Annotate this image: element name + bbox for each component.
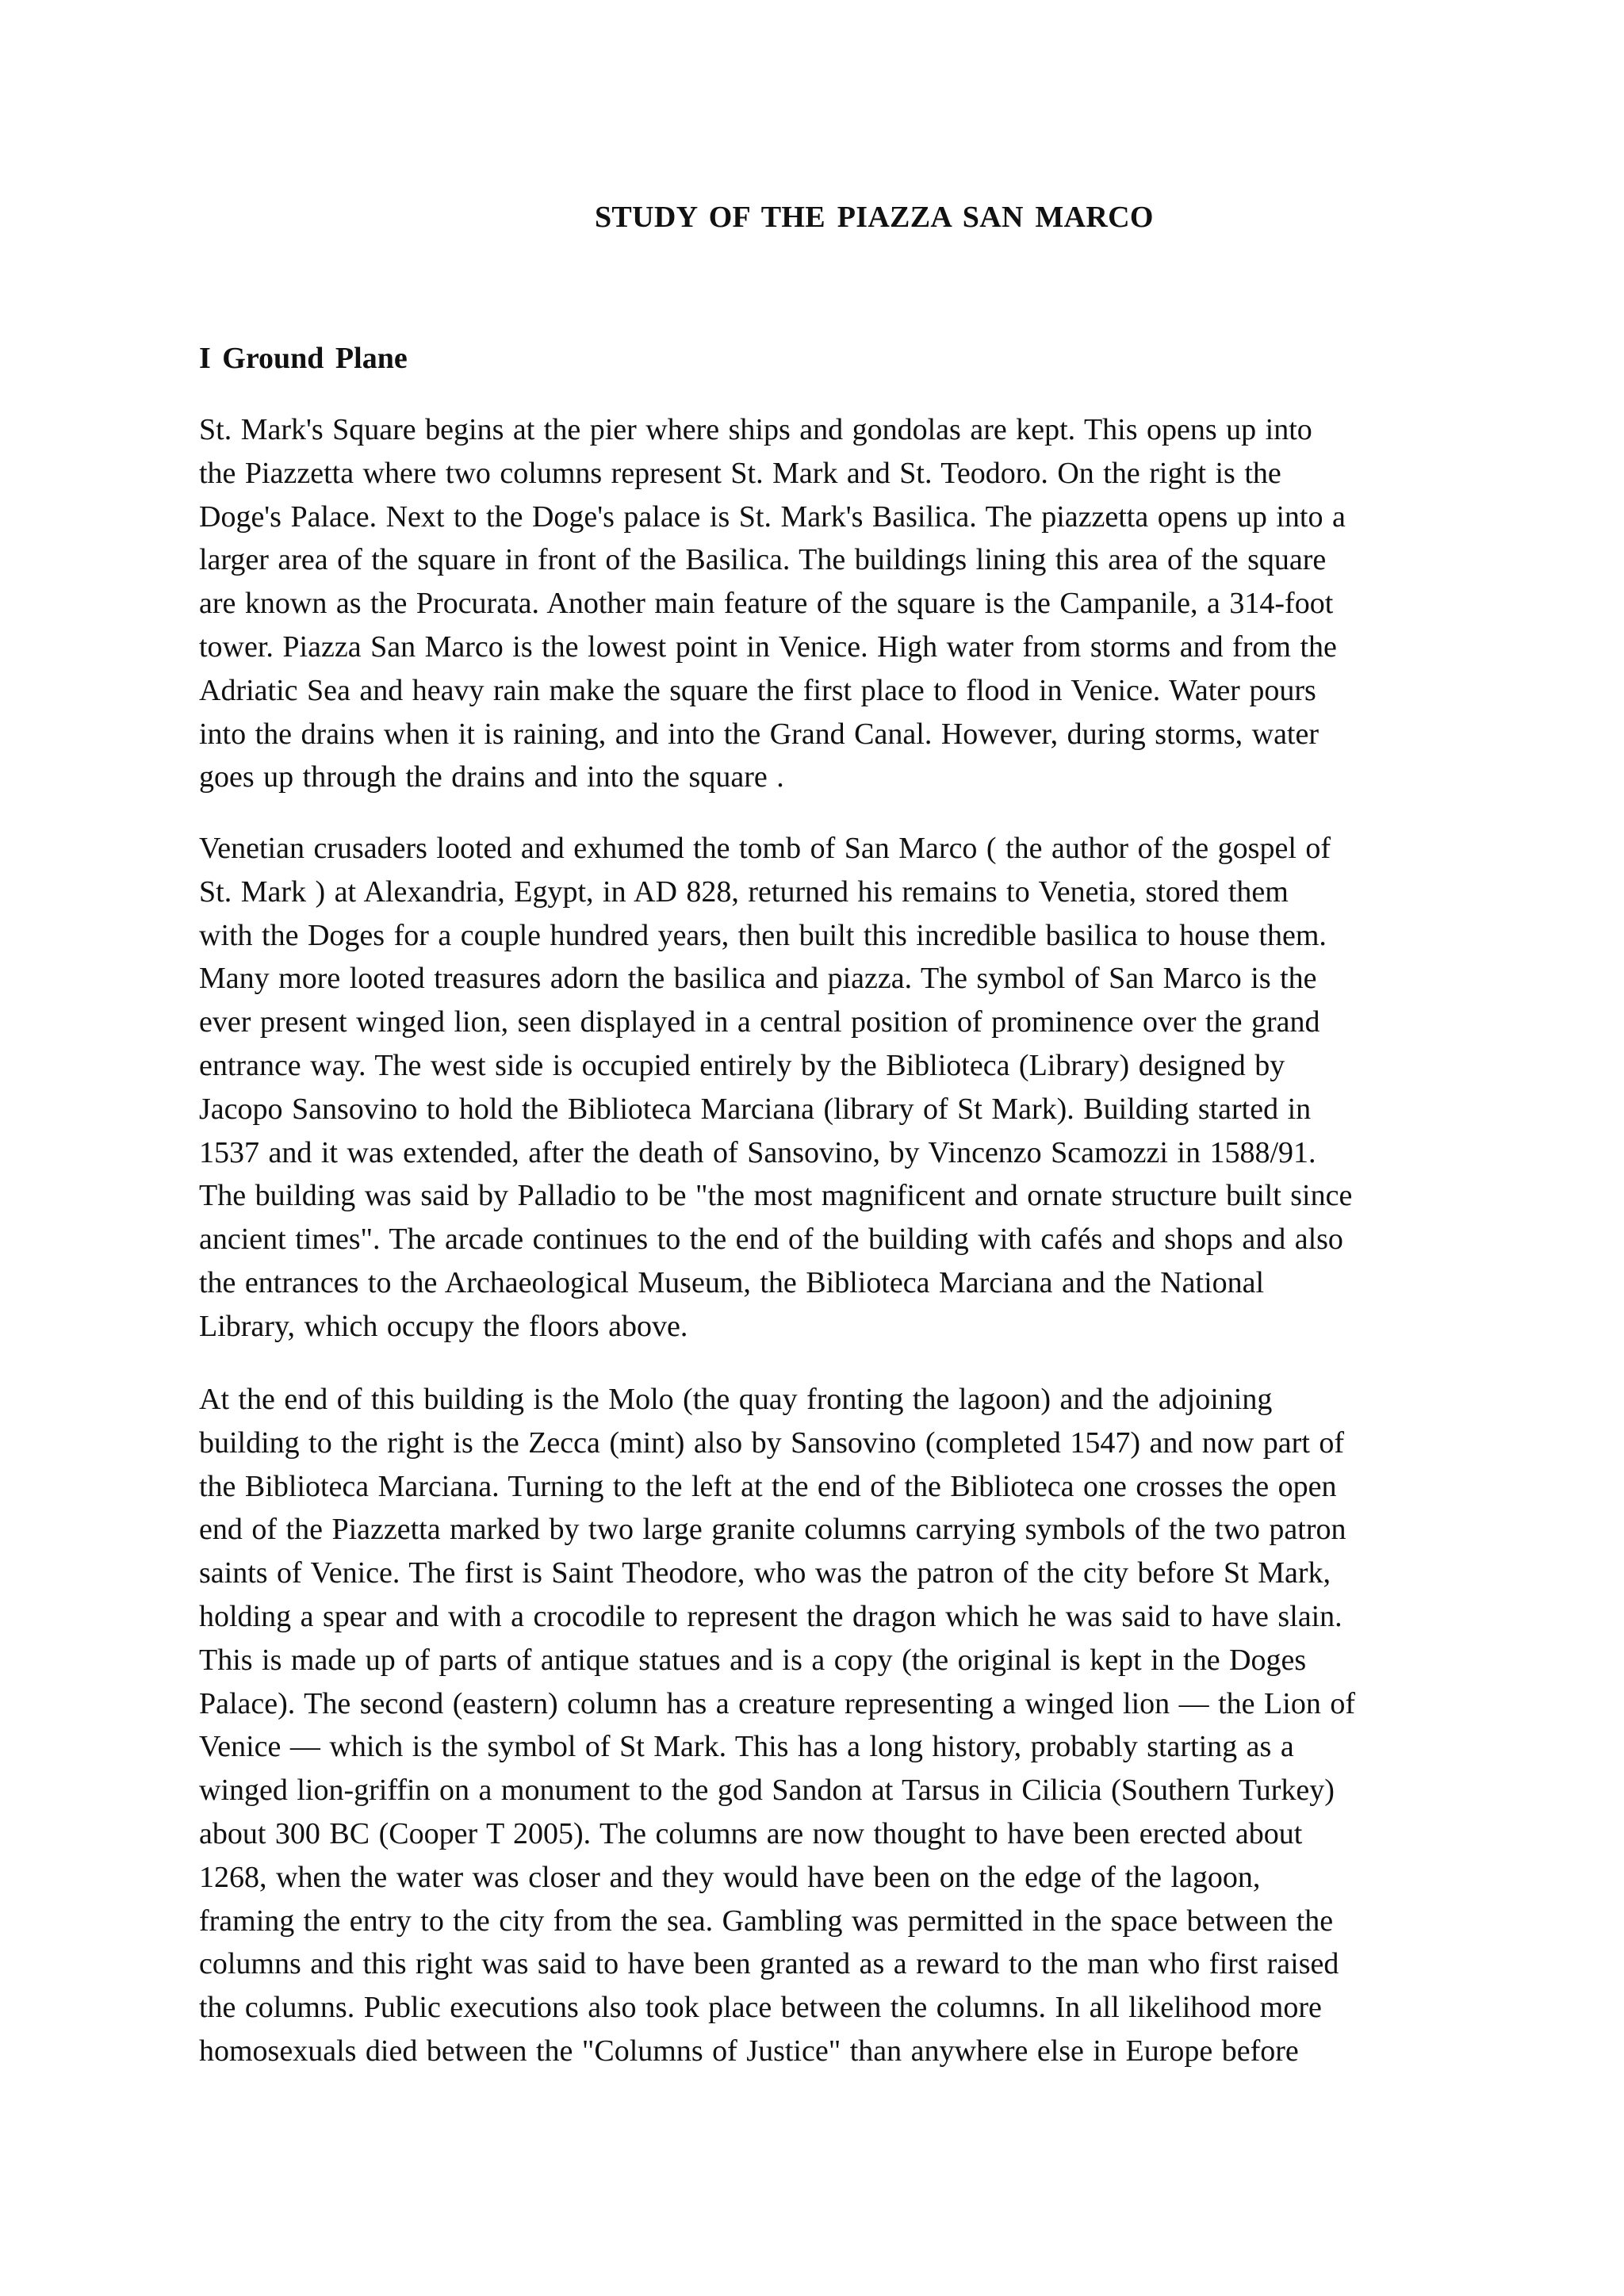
section-heading: I Ground Plane bbox=[199, 342, 408, 375]
paragraph-2 bbox=[199, 827, 1352, 1349]
text-line: This is made up of parts of antique statues and is a copy (the original is kept in the Doges bbox=[199, 1643, 1307, 1677]
text-line: ever present winged lion, seen displayed in a central position of prominence over the grand bbox=[199, 1005, 1320, 1039]
text-line: the columns. Public executions also took place between the columns. In all likelihood more bbox=[199, 1991, 1322, 2025]
document-title: STUDY OF THE PIAZZA SAN MARCO bbox=[595, 201, 1154, 234]
text-line: 1537 and it was extended, after the death of Sansovino, by Vincenzo Scamozzi in 1588/91. bbox=[199, 1135, 1316, 1169]
text-line: St. Mark's Square begins at the pier where ships and gondolas are kept. This opens up into bbox=[199, 413, 1312, 446]
paragraph-1 bbox=[199, 408, 1346, 799]
text-line: framing the entry to the city from the sea. Gambling was permitted in the space between the bbox=[199, 1904, 1334, 1938]
text-line: about 300 BC (Cooper T 2005). The columns are now thought to have been erected about bbox=[199, 1816, 1303, 1850]
text-line: Venice — which is the symbol of St Mark. This has a long history, probably starting as a bbox=[199, 1730, 1294, 1764]
text-line: goes up through the drains and into the square . bbox=[199, 760, 784, 794]
paragraph-3 bbox=[199, 1378, 1355, 2073]
text-line: columns and this right was said to have been granted as a reward to the man who first raised bbox=[199, 1947, 1339, 1981]
text-line: the Piazzetta where two columns represent St. Mark and St. Teodoro. On the right is the bbox=[199, 456, 1281, 490]
text-line: are known as the Procurata. Another main feature of the square is the Campanile, a 314-foot bbox=[199, 587, 1334, 621]
text-line: St. Mark ) at Alexandria, Egypt, in AD 828, returned his remains to Venetia, stored them bbox=[199, 874, 1289, 909]
text-line: into the drains when it is raining, and into the Grand Canal. However, during storms, water bbox=[199, 717, 1320, 751]
text-line: the entrances to the Archaeological Museum, the Biblioteca Marciana and the National bbox=[199, 1265, 1265, 1299]
text-line: building to the right is the Zecca (mint) also by Sansovino (completed 1547) and now part of bbox=[199, 1425, 1345, 1460]
text-line: Venetian crusaders looted and exhumed the tomb of San Marco ( the author of the gospel of bbox=[199, 832, 1331, 865]
text-line: Many more looted treasures adorn the basilica and piazza. The symbol of San Marco is the bbox=[199, 962, 1317, 996]
text-line: Adriatic Sea and heavy rain make the square the first place to flood in Venice. Water pours bbox=[199, 673, 1316, 707]
text-line: tower. Piazza San Marco is the lowest point in Venice. High water from storms and from the bbox=[199, 629, 1337, 664]
text-line: entrance way. The west side is occupied entirely by the Biblioteca (Library) designed by bbox=[199, 1048, 1285, 1082]
text-line: The building was said by Palladio to be "the most magnificent and ornate structure built since bbox=[199, 1179, 1353, 1213]
text-line: end of the Piazzetta marked by two large granite columns carrying symbols of the two patron bbox=[199, 1513, 1346, 1547]
text-line: holding a spear and with a crocodile to represent the dragon which he was said to have slain. bbox=[199, 1599, 1342, 1633]
text-line: Jacopo Sansovino to hold the Biblioteca Marciana (library of St Mark). Building started in bbox=[199, 1092, 1312, 1126]
text-line: At the end of this building is the Molo (the quay fronting the lagoon) and the adjoining bbox=[199, 1383, 1273, 1416]
text-line: with the Doges for a couple hundred years, then built this incredible basilica to house them. bbox=[199, 918, 1327, 952]
text-line: 1268, when the water was closer and they would have been on the edge of the lagoon, bbox=[199, 1860, 1261, 1894]
text-line: Doge's Palace. Next to the Doge's palace is St. Mark's Basilica. The piazzetta opens up into a bbox=[199, 499, 1346, 534]
text-line: Library, which occupy the floors above. bbox=[199, 1309, 688, 1343]
text-line: homosexuals died between the "Columns of Justice" than anywhere else in Europe before bbox=[199, 2034, 1299, 2068]
text-line: saints of Venice. The first is Saint Theodore, who was the patron of the city before St Mark, bbox=[199, 1556, 1331, 1590]
text-line: the Biblioteca Marciana. Turning to the left at the end of the Biblioteca one crosses the open bbox=[199, 1469, 1337, 1503]
text-line: Palace). The second (eastern) column has a creature representing a winged lion — the Lion of bbox=[199, 1686, 1355, 1720]
text-line: ancient times". The arcade continues to the end of the building with cafés and shops and also bbox=[199, 1223, 1343, 1257]
text-line: winged lion-griffin on a monument to the god Sandon at Tarsus in Cilicia (Southern Turkey) bbox=[199, 1774, 1335, 1808]
text-line: larger area of the square in front of the Basilica. The buildings lining this area of the square bbox=[199, 543, 1327, 577]
